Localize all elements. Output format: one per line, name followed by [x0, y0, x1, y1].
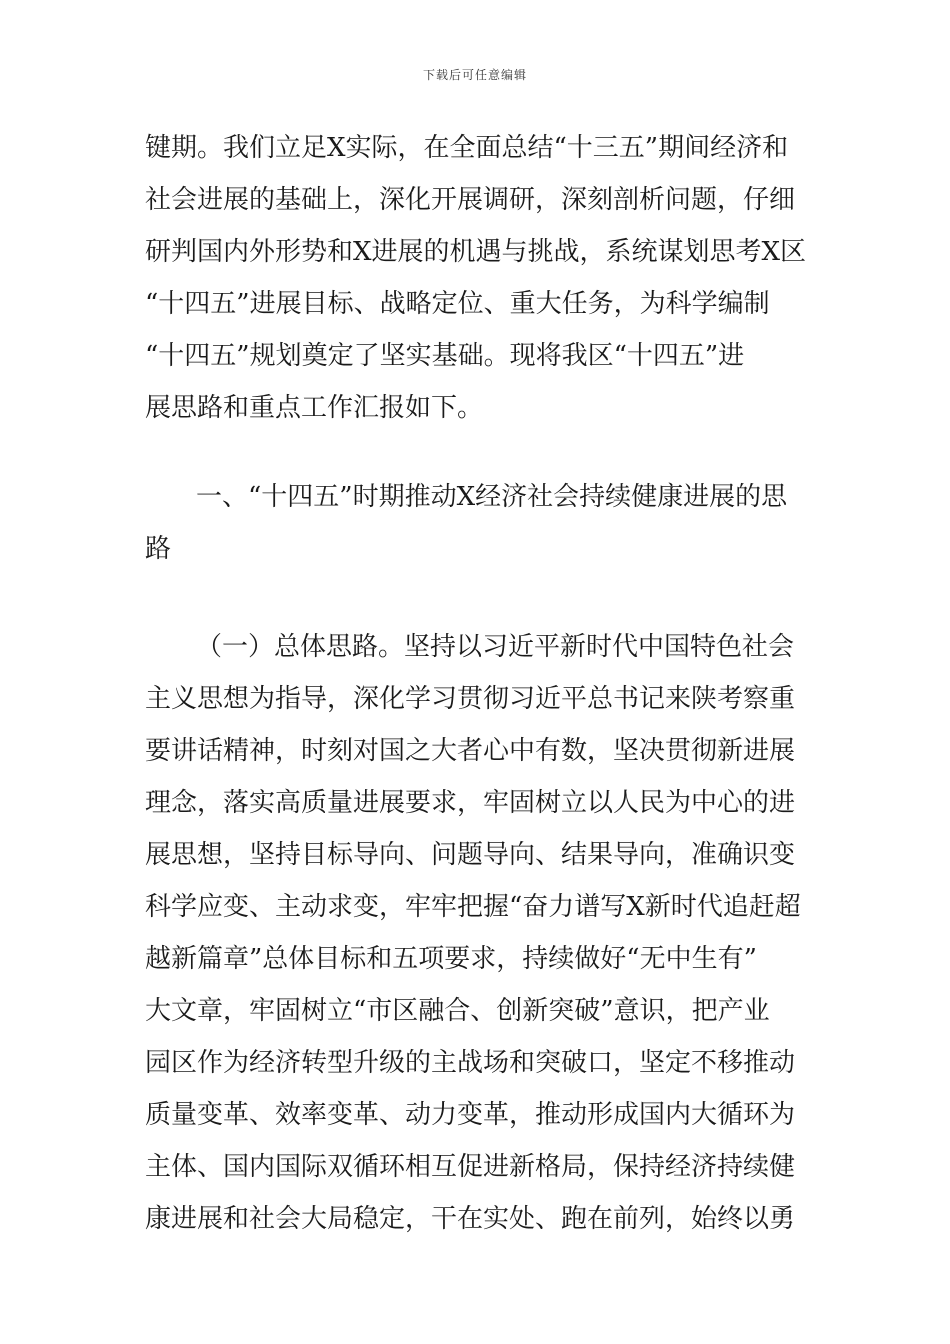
text-line: 理念，落实高质量进展要求，牢固树立以人民为中心的进 [145, 788, 796, 818]
text-line: 研判国内外形势和X进展的机遇与挑战，系统谋划思考X区 [145, 237, 807, 267]
text-line: 要讲话精神，时刻对国之大者心中有数，坚决贯彻新进展 [145, 736, 796, 766]
text-line: 质量变革、效率变革、动力变革，推动形成国内大循环为 [145, 1100, 796, 1130]
heading-line: 路 [145, 534, 172, 564]
text-line: 主体、国内国际双循环相互促进新格局，保持经济持续健 [145, 1152, 796, 1182]
text-line: 展思想，坚持目标导向、问题导向、结果导向，准确识变 [145, 840, 796, 870]
text-line: 科学应变、主动求变，牢牢把握“奋力谱写X新时代追赶超 [145, 892, 801, 922]
text-line: 越新篇章”总体目标和五项要求，持续做好“无中生有” [145, 944, 757, 974]
text-line: （一）总体思路。坚持以习近平新时代中国特色社会 [196, 632, 795, 662]
text-line: “十四五”规划奠定了坚实基础。现将我区“十四五”进 [145, 341, 745, 371]
text-line: 康进展和社会大局稳定，干在实处、跑在前列，始终以勇 [145, 1204, 796, 1234]
text-line: 主义思想为指导，深化学习贯彻习近平总书记来陕考察重 [145, 684, 796, 714]
text-line: 展思路和重点工作汇报如下。 [145, 393, 484, 423]
text-line: 园区作为经济转型升级的主战场和突破口，坚定不移推动 [145, 1048, 796, 1078]
text-line: 键期。我们立足X实际，在全面总结“十三五”期间经济和 [145, 133, 789, 163]
text-line: “十四五”进展目标、战略定位、重大任务，为科学编制 [145, 289, 770, 319]
page-header: 下载后可任意编辑 [422, 68, 527, 82]
heading-line: 一、“十四五”时期推动X经济社会持续健康进展的思 [196, 482, 788, 512]
text-line: 社会进展的基础上，深化开展调研，深刻剖析问题，仔细 [145, 185, 796, 215]
text-line: 大文章，牢固树立“市区融合、创新突破”意识，把产业 [145, 996, 770, 1026]
